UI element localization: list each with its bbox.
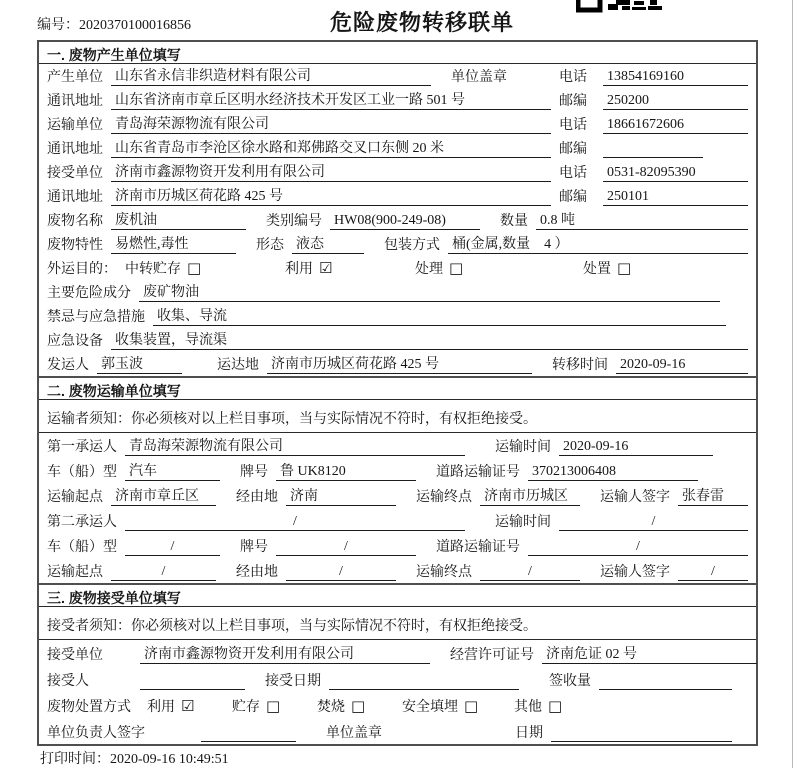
serial-number bbox=[37, 14, 191, 34]
carrier-sign2-value: / bbox=[678, 564, 748, 581]
section2-heading: 二. 废物运输单位填写 bbox=[39, 378, 756, 400]
plate2-value: / bbox=[276, 539, 416, 556]
received-amount-value bbox=[599, 689, 732, 690]
form-label: 形态 bbox=[256, 238, 284, 253]
road-permit-label: 道路运输证号 bbox=[436, 465, 520, 480]
character-value: 易燃性,毒性 bbox=[111, 233, 236, 254]
option-label: 处理 bbox=[415, 262, 443, 277]
field-row-disposal bbox=[39, 692, 756, 718]
transport-time-label: 运输时间 bbox=[495, 515, 551, 530]
purpose-label: 外运目的： bbox=[47, 262, 117, 277]
purpose-option-treat bbox=[415, 258, 583, 278]
equipment-value: 收集装置，导流渠 bbox=[111, 329, 748, 350]
producer-phone-value: 13854169160 bbox=[603, 69, 748, 86]
unit-seal-label: 单位盖章 bbox=[326, 726, 382, 741]
plate1-value: 鲁 UK8120 bbox=[276, 460, 416, 481]
phone-label: 电话 bbox=[559, 166, 587, 181]
purpose-option-dispose bbox=[583, 258, 748, 278]
shipper-value: 郭玉波 bbox=[97, 353, 182, 374]
page-edge-line bbox=[792, 0, 793, 768]
checkbox-unchecked-icon: □ bbox=[449, 259, 464, 277]
option-label: 安全填埋 bbox=[402, 700, 458, 715]
producer-value: 山东省永信非织造材料有限公司 bbox=[111, 65, 431, 86]
accept-date-value bbox=[329, 689, 519, 690]
field-row-purpose bbox=[39, 256, 756, 280]
receiver-value: 济南市鑫源物资开发利用有限公司 bbox=[111, 161, 551, 182]
permit2-value: / bbox=[528, 539, 748, 556]
origin2-value: / bbox=[111, 564, 216, 581]
road-permit-label: 道路运输证号 bbox=[436, 540, 520, 555]
field-row-hazard bbox=[39, 280, 756, 304]
option-label: 处置 bbox=[583, 262, 611, 277]
checkbox-unchecked-icon: □ bbox=[548, 697, 563, 715]
license-label: 经营许可证号 bbox=[450, 648, 534, 663]
carrier1-value: 青岛海荣源物流有限公司 bbox=[125, 435, 465, 456]
permit1-value: 370213006408 bbox=[528, 464, 698, 481]
transporter-value: 青岛海荣源物流有限公司 bbox=[111, 113, 551, 134]
disposal-option-incinerate bbox=[317, 696, 402, 716]
plate-label: 牌号 bbox=[240, 465, 268, 480]
phone-label: 电话 bbox=[559, 118, 587, 133]
section3-heading: 三. 废物接受单位填写 bbox=[39, 585, 756, 607]
transport-time1-value: 2020-09-16 bbox=[559, 439, 713, 456]
disposal-option-storage bbox=[232, 696, 317, 716]
checkbox-unchecked-icon: □ bbox=[266, 697, 281, 715]
checkbox-unchecked-icon: □ bbox=[187, 259, 202, 277]
endpoint1-value: 济南市历城区 bbox=[480, 485, 580, 506]
page-title: 危险废物转移联单 bbox=[330, 10, 515, 35]
via-label: 经由地 bbox=[236, 565, 278, 580]
taboo-label: 禁忌与应急措施 bbox=[47, 310, 145, 325]
transport-time2-value: / bbox=[559, 514, 748, 531]
purpose-option-storage bbox=[125, 258, 285, 278]
endpoint2-value: / bbox=[480, 564, 580, 581]
accept-date-label: 接受日期 bbox=[265, 674, 321, 689]
carrier2-label: 第二承运人 bbox=[47, 515, 117, 530]
address-label: 通讯地址 bbox=[47, 142, 103, 157]
address-label: 通讯地址 bbox=[47, 190, 103, 205]
hazard-value: 废矿物油 bbox=[139, 281, 720, 302]
field-row-route2 bbox=[39, 558, 756, 583]
hazard-label: 主要危险成分 bbox=[47, 286, 131, 301]
transporter-zip-value bbox=[603, 157, 703, 158]
origin-label: 运输起点 bbox=[47, 490, 103, 505]
zip-label: 邮编 bbox=[559, 190, 587, 205]
field-row-receiving-unit bbox=[39, 640, 756, 666]
field-row-vehicle2 bbox=[39, 533, 756, 558]
transporter-label: 运输单位 bbox=[47, 118, 103, 133]
destination-value: 济南市历城区荷花路 425 号 bbox=[267, 353, 532, 374]
qr-code-fragment bbox=[576, 0, 666, 16]
packing-label: 包装方式 bbox=[384, 238, 440, 253]
date-label: 日期 bbox=[515, 726, 543, 741]
producer-zip-value: 250200 bbox=[603, 93, 748, 110]
manifest-form bbox=[37, 40, 758, 746]
qr-code-icon bbox=[576, 0, 666, 16]
acceptor-label: 接受人 bbox=[47, 674, 89, 689]
receiving-unit-label: 接受单位 bbox=[47, 648, 103, 663]
section-receiver bbox=[39, 583, 756, 744]
unit-seal-label: 单位盖章 bbox=[451, 70, 507, 85]
receiver-notice: 接受者须知：你必须核对以上栏目事项，当与实际情况不符时，有权拒绝接受。 bbox=[39, 607, 756, 640]
option-label: 其他 bbox=[514, 700, 542, 715]
checkbox-unchecked-icon: □ bbox=[351, 697, 366, 715]
category-label: 类别编号 bbox=[266, 214, 322, 229]
category-value: HW08(900-249-08) bbox=[330, 213, 480, 230]
disposal-option-other bbox=[514, 696, 748, 716]
field-row-receiver-address bbox=[39, 184, 756, 208]
license-value: 济南危证 02 号 bbox=[542, 643, 757, 664]
serial-label: 编号： bbox=[37, 18, 79, 33]
disposal-option-landfill bbox=[402, 696, 514, 716]
acceptor-value bbox=[140, 689, 245, 690]
zip-label: 邮编 bbox=[559, 94, 587, 109]
endpoint-label: 运输终点 bbox=[416, 490, 472, 505]
quantity-value: 0.8 吨 bbox=[536, 209, 748, 230]
carrier1-label: 第一承运人 bbox=[47, 440, 117, 455]
transfer-time-value: 2020-09-16 bbox=[616, 357, 748, 374]
producer-address-value: 山东省济南市章丘区明水经济技术开发区工业一路 501 号 bbox=[111, 89, 551, 110]
field-row-waste-name bbox=[39, 208, 756, 232]
option-label: 贮存 bbox=[232, 700, 260, 715]
field-row-waste-character bbox=[39, 232, 756, 256]
print-time-label: 打印时间： bbox=[40, 752, 110, 767]
receiver-zip-value: 250101 bbox=[603, 189, 748, 206]
field-row-equipment bbox=[39, 328, 756, 352]
via-label: 经由地 bbox=[236, 490, 278, 505]
shipper-label: 发运人 bbox=[47, 358, 89, 373]
waste-name-label: 废物名称 bbox=[47, 214, 103, 229]
field-row-shipper bbox=[39, 352, 756, 376]
purpose-option-use bbox=[285, 258, 415, 278]
transport-time-label: 运输时间 bbox=[495, 440, 551, 455]
endpoint-label: 运输终点 bbox=[416, 565, 472, 580]
carrier-sign-label: 运输人签字 bbox=[600, 565, 670, 580]
equipment-label: 应急设备 bbox=[47, 334, 103, 349]
phone-label: 电话 bbox=[559, 70, 587, 85]
checkbox-checked-icon: ☑ bbox=[181, 697, 195, 715]
field-row-route1 bbox=[39, 483, 756, 508]
plate-label: 牌号 bbox=[240, 540, 268, 555]
transporter-address-value: 山东省青岛市李沧区徐水路和郑佛路交叉口东侧 20 米 bbox=[111, 137, 551, 158]
serial-value: 2020370100016856 bbox=[79, 18, 191, 33]
address-label: 通讯地址 bbox=[47, 94, 103, 109]
receiver-label: 接受单位 bbox=[47, 166, 103, 181]
responsible-sign-value bbox=[201, 741, 296, 742]
option-label: 利用 bbox=[285, 262, 313, 277]
field-row-vehicle1 bbox=[39, 458, 756, 483]
vehicle2-value: / bbox=[125, 539, 220, 556]
quantity-label: 数量 bbox=[500, 214, 528, 229]
checkbox-checked-icon: ☑ bbox=[319, 259, 333, 277]
carrier-sign1-value: 张春雷 bbox=[678, 485, 748, 506]
vehicle1-value: 汽车 bbox=[125, 460, 220, 481]
field-row-carrier1 bbox=[39, 433, 756, 458]
field-row-acceptor bbox=[39, 666, 756, 692]
received-amount-label: 签收量 bbox=[549, 674, 591, 689]
option-label: 利用 bbox=[147, 700, 175, 715]
checkbox-unchecked-icon: □ bbox=[617, 259, 632, 277]
print-time-value: 2020-09-16 10:49:51 bbox=[110, 752, 229, 767]
field-row-producer-address bbox=[39, 88, 756, 112]
transfer-time-label: 转移时间 bbox=[552, 358, 608, 373]
field-row-transporter-address bbox=[39, 136, 756, 160]
producer-label: 产生单位 bbox=[47, 70, 103, 85]
carrier-sign-label: 运输人签字 bbox=[600, 490, 670, 505]
print-time bbox=[40, 748, 229, 768]
taboo-value: 收集、导流 bbox=[153, 305, 726, 326]
form-value: 液态 bbox=[292, 233, 364, 254]
receiver-phone-value: 0531-82095390 bbox=[603, 165, 748, 182]
section-producer bbox=[39, 42, 756, 376]
field-row-carrier2 bbox=[39, 508, 756, 533]
field-row-transporter bbox=[39, 112, 756, 136]
packing-value: 桶(金属,数量 4 ） bbox=[448, 233, 748, 254]
origin-label: 运输起点 bbox=[47, 565, 103, 580]
carrier2-value: / bbox=[125, 514, 465, 531]
zip-label: 邮编 bbox=[559, 142, 587, 157]
field-row-taboo bbox=[39, 304, 756, 328]
date-value bbox=[551, 741, 732, 742]
character-label: 废物特性 bbox=[47, 238, 103, 253]
transporter-phone-value: 18661672606 bbox=[603, 117, 748, 134]
field-row-responsible-sign bbox=[39, 718, 756, 744]
option-label: 焚烧 bbox=[317, 700, 345, 715]
origin1-value: 济南市章丘区 bbox=[111, 485, 216, 506]
destination-label: 运达地 bbox=[217, 358, 259, 373]
receiver-address-value: 济南市历城区荷花路 425 号 bbox=[111, 185, 551, 206]
checkbox-unchecked-icon: □ bbox=[464, 697, 479, 715]
field-row-producer bbox=[39, 64, 756, 88]
waste-name-value: 废机油 bbox=[111, 209, 246, 230]
section1-heading: 一. 废物产生单位填写 bbox=[39, 42, 756, 64]
disposal-label: 废物处置方式 bbox=[47, 700, 131, 715]
vehicle-type-label: 车（船）型 bbox=[47, 540, 117, 555]
document-header bbox=[0, 6, 796, 40]
field-row-receiver bbox=[39, 160, 756, 184]
section-transporter bbox=[39, 376, 756, 583]
via1-value: 济南 bbox=[286, 485, 396, 506]
vehicle-type-label: 车（船）型 bbox=[47, 465, 117, 480]
receiving-unit-value: 济南市鑫源物资开发利用有限公司 bbox=[140, 643, 430, 664]
via2-value: / bbox=[286, 564, 396, 581]
transporter-notice: 运输者须知：你必须核对以上栏目事项，当与实际情况不符时，有权拒绝接受。 bbox=[39, 400, 756, 433]
disposal-option-use bbox=[147, 696, 232, 716]
option-label: 中转贮存 bbox=[125, 262, 181, 277]
responsible-sign-label: 单位负责人签字 bbox=[47, 726, 145, 741]
